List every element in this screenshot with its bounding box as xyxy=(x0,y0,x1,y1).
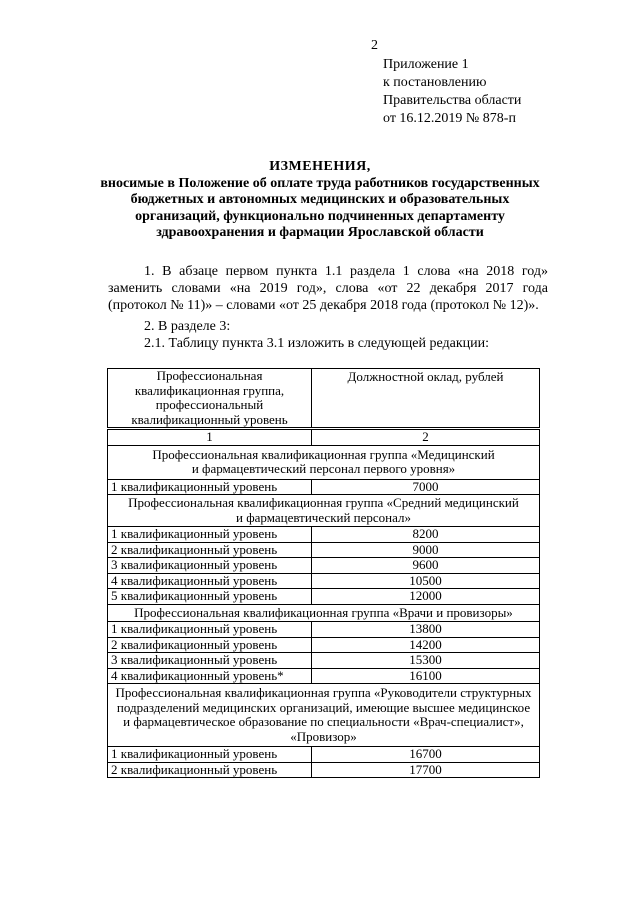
table-row xyxy=(108,527,540,543)
table-row xyxy=(108,637,540,653)
salary-cell: 9000 xyxy=(312,542,540,558)
group-title-line: и фармацевтический персонал первого уровня» xyxy=(191,461,456,476)
level-cell: 2 квалификационный уровень xyxy=(108,637,312,653)
appendix-line: Приложение 1 xyxy=(383,57,469,72)
group-title-line: Профессиональная квалификационная группа «Медицинский xyxy=(152,446,495,462)
appendix-line: от 16.12.2019 № 878-п xyxy=(383,111,516,126)
table-row xyxy=(108,479,540,495)
appendix-line: Правительства области xyxy=(383,93,522,108)
table-row xyxy=(108,542,540,558)
group-title-line: «Провизор» xyxy=(290,728,357,744)
level-cell: 3 квалификационный уровень xyxy=(108,653,312,669)
appendix-block xyxy=(383,56,521,128)
table-row xyxy=(108,589,540,605)
heading-line: бюджетных и автономных медицинских и образовательных xyxy=(130,192,510,207)
salary-cell: 9600 xyxy=(312,558,540,574)
group-row xyxy=(108,495,540,527)
salary-cell: 15300 xyxy=(312,653,540,669)
group-row xyxy=(108,445,540,479)
salary-cell: 17700 xyxy=(312,762,540,778)
level-cell: 2 квалификационный уровень xyxy=(108,542,312,558)
group-title-line: подразделений медицинских организаций, имеющие высшее медицинское xyxy=(116,699,531,715)
table-row xyxy=(108,668,540,684)
group-title-line: и фармацевтическое образование по специальности «Врач-специалист», xyxy=(123,714,524,729)
heading-line: здравоохранения и фармации Ярославской области xyxy=(156,225,484,240)
table-row xyxy=(108,622,540,638)
header-col-1: Профессиональная квалификационная группа, профессиональный квалификационный уровень xyxy=(108,369,312,429)
level-cell: 1 квалификационный уровень xyxy=(108,527,312,543)
level-cell: 5 квалификационный уровень xyxy=(108,589,312,605)
table-row xyxy=(108,747,540,763)
level-cell: 4 квалификационный уровень* xyxy=(108,668,312,684)
group-title-line: Профессиональная квалификационная группа «Руководители структурных xyxy=(115,685,532,700)
paragraph-1: 1. В абзаце первом пункта 1.1 раздела 1 слова «на 2018 год» заменить словами «на 2019 год», слова «от 22 декабря 2017 года (протокол № 11)» – словами «от 25 декабря 2018 года (протокол № 12)». xyxy=(108,264,548,313)
salary-table xyxy=(107,368,540,778)
salary-cell: 7000 xyxy=(312,479,540,495)
group-row xyxy=(108,684,540,747)
table-row xyxy=(108,653,540,669)
header-col-2: Должностной оклад, рублей xyxy=(312,369,540,429)
level-cell: 4 квалификационный уровень xyxy=(108,573,312,589)
table-header-row xyxy=(108,369,540,429)
salary-cell: 13800 xyxy=(312,622,540,638)
column-number-row xyxy=(108,429,540,446)
table-row xyxy=(108,762,540,778)
table-row xyxy=(108,558,540,574)
heading-line: организаций, функционально подчиненных департаменту xyxy=(135,208,505,224)
page-number: 2 xyxy=(371,38,378,53)
level-cell: 2 квалификационный уровень xyxy=(108,762,312,778)
col-number: 2 xyxy=(312,429,540,446)
level-cell: 1 квалификационный уровень xyxy=(108,747,312,763)
table-row xyxy=(108,573,540,589)
group-row xyxy=(108,604,540,622)
group-title-line: Профессиональная квалификационная группа «Врачи и провизоры» xyxy=(134,604,513,620)
paragraph-2: 2. В разделе 3: xyxy=(144,319,231,334)
salary-cell: 14200 xyxy=(312,637,540,653)
level-cell: 3 квалификационный уровень xyxy=(108,558,312,574)
appendix-line: к постановлению xyxy=(383,75,487,90)
document-heading xyxy=(100,159,540,242)
group-title-line: Профессиональная квалификационная группа «Средний медицинский xyxy=(128,495,519,510)
group-title-line: и фармацевтический персонал» xyxy=(236,509,411,525)
level-cell: 1 квалификационный уровень xyxy=(108,622,312,638)
paragraph-3: 2.1. Таблицу пункта 3.1 изложить в следующей редакции: xyxy=(144,336,490,351)
heading-line: вносимые в Положение об оплате труда работников государственных xyxy=(100,175,540,191)
heading-title: ИЗМЕНЕНИЯ, xyxy=(269,159,371,174)
salary-cell: 8200 xyxy=(312,527,540,543)
salary-cell: 16100 xyxy=(312,668,540,684)
col-number: 1 xyxy=(108,429,312,446)
salary-cell: 16700 xyxy=(312,747,540,763)
salary-cell: 10500 xyxy=(312,573,540,589)
salary-cell: 12000 xyxy=(312,589,540,605)
level-cell: 1 квалификационный уровень xyxy=(108,479,312,495)
